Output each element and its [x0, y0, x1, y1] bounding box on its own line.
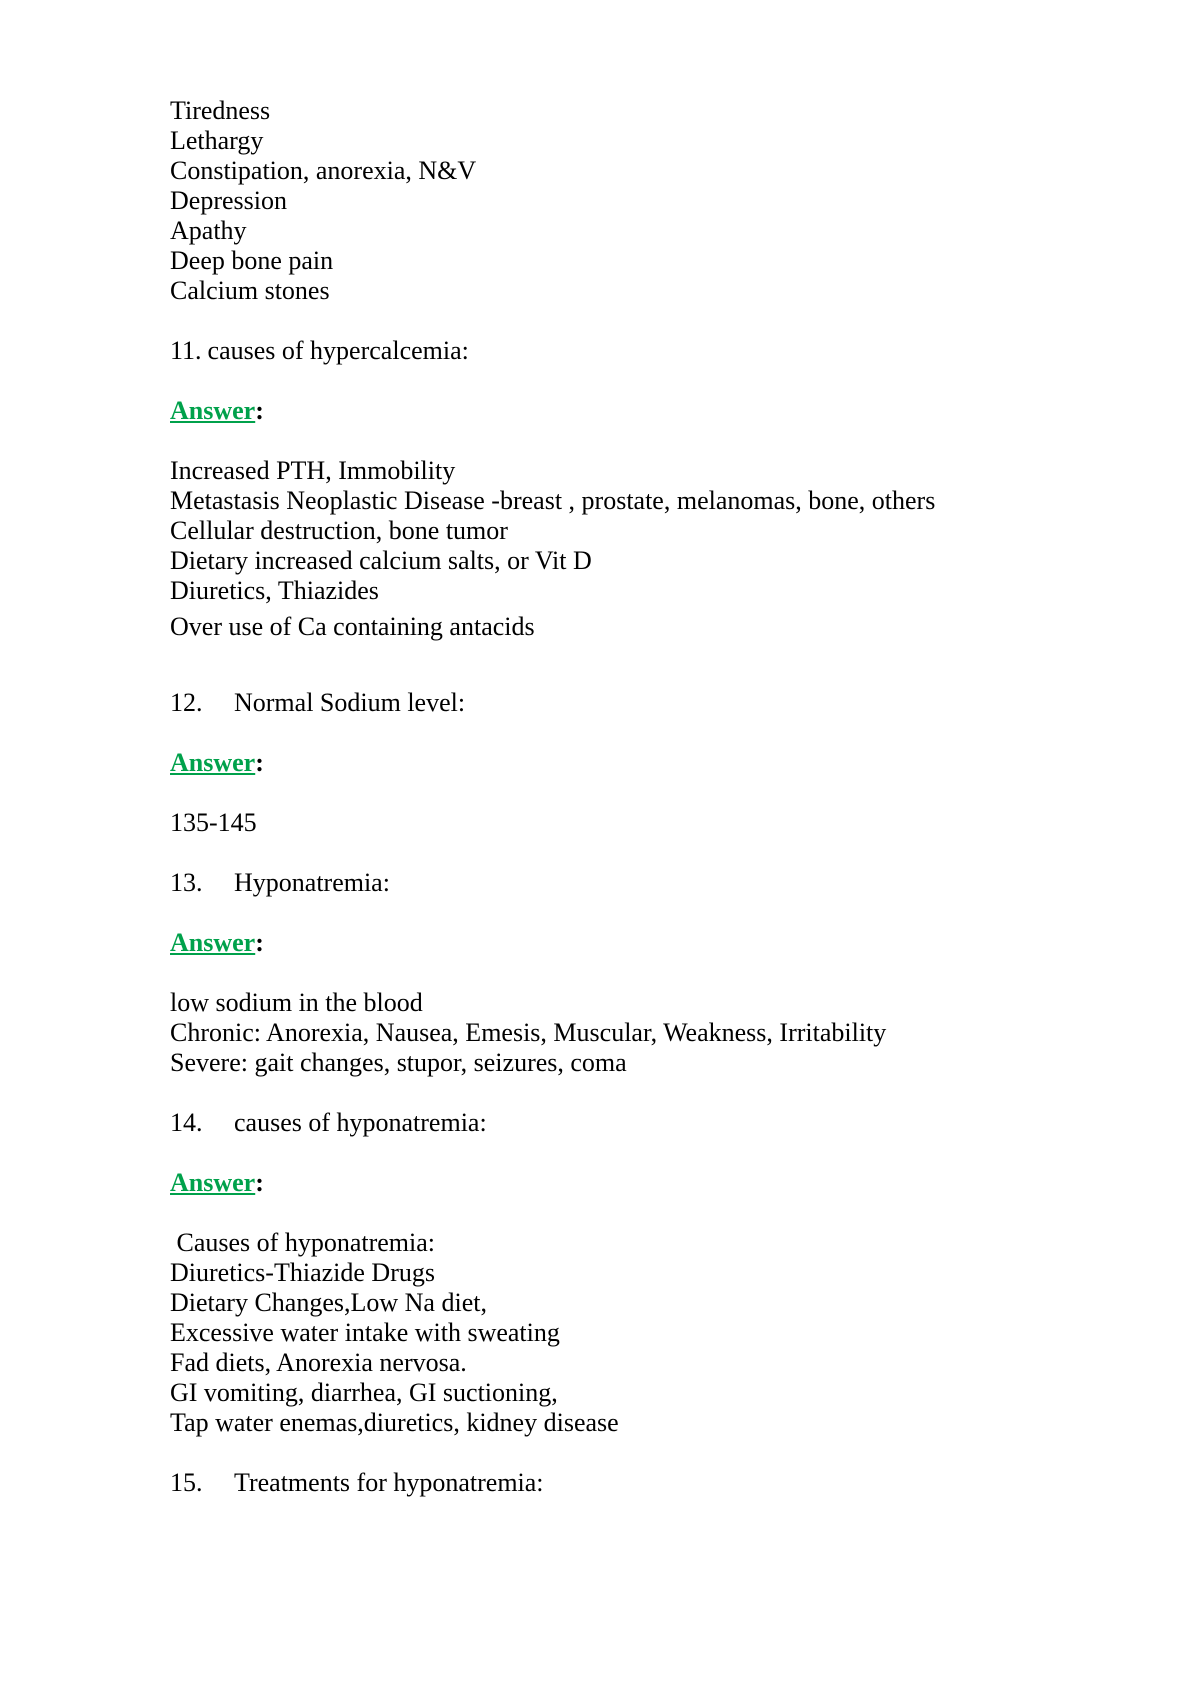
question-text: Treatments for hyponatremia: [234, 1468, 544, 1497]
answer-label: Answer [170, 928, 256, 957]
list-item: 135-145 [170, 808, 257, 837]
question-13 [170, 868, 390, 898]
answer-heading: Answer: [170, 1168, 264, 1197]
list-item: Diuretics, Thiazides [170, 576, 379, 605]
answer-label: Answer [170, 1168, 256, 1197]
list-item: Excessive water intake with sweating [170, 1318, 560, 1347]
list-item: Dietary Changes,Low Na diet, [170, 1288, 487, 1317]
question-number: 15. [170, 1468, 203, 1497]
list-item: Tiredness [170, 96, 271, 125]
question-14 [170, 1108, 487, 1138]
answer-heading: Answer: [170, 748, 264, 777]
answer-label: Answer [170, 748, 256, 777]
list-item: Diuretics-Thiazide Drugs [170, 1258, 435, 1287]
list-item: Over use of Ca containing antacids [170, 612, 535, 641]
question-number: 14. [170, 1108, 203, 1137]
list-item: Tap water enemas,diuretics, kidney disease [170, 1408, 619, 1437]
list-item: Increased PTH, Immobility [170, 456, 456, 485]
question-11 [170, 336, 469, 366]
question-text: Normal Sodium level: [234, 688, 466, 717]
list-item: Chronic: Anorexia, Nausea, Emesis, Muscular, Weakness, Irritability [170, 1018, 887, 1047]
answer-label: Answer [170, 396, 256, 425]
list-item: Causes of hyponatremia: [170, 1228, 435, 1257]
list-item: Cellular destruction, bone tumor [170, 516, 508, 545]
list-item: Deep bone pain [170, 246, 334, 275]
list-item: Calcium stones [170, 276, 330, 305]
list-item: Constipation, anorexia, N&V [170, 156, 477, 185]
answer-heading: Answer: [170, 396, 264, 425]
question-number: 12. [170, 688, 203, 717]
question-text: causes of hyponatremia: [234, 1108, 487, 1137]
answer-heading: Answer: [170, 928, 264, 957]
list-item: Depression [170, 186, 287, 215]
list-item: GI vomiting, diarrhea, GI suctioning, [170, 1378, 558, 1407]
list-item: Lethargy [170, 126, 264, 155]
question-15 [170, 1468, 544, 1498]
list-item: Fad diets, Anorexia nervosa. [170, 1348, 467, 1377]
list-item: Apathy [170, 216, 247, 245]
list-item: Severe: gait changes, stupor, seizures, coma [170, 1048, 627, 1077]
question-number: 11. [170, 336, 202, 365]
list-item: Dietary increased calcium salts, or Vit D [170, 546, 592, 575]
list-item: low sodium in the blood [170, 988, 423, 1017]
question-number: 13. [170, 868, 203, 897]
question-text: causes of hypercalcemia: [207, 336, 469, 365]
question-text: Hyponatremia: [234, 868, 390, 897]
list-item: Metastasis Neoplastic Disease -breast , prostate, melanomas, bone, others [170, 486, 936, 515]
question-12 [170, 688, 465, 718]
